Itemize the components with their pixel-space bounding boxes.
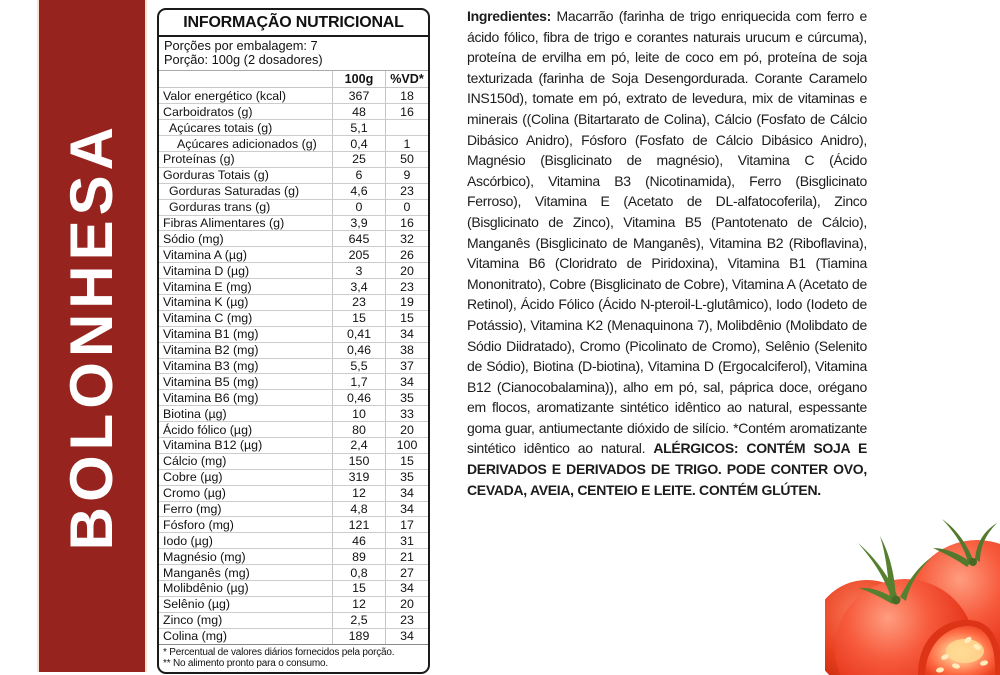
nutrient-name: Vitamina A (µg): [163, 247, 248, 262]
amount-per-100g: 205: [332, 247, 385, 262]
percent-dv: 16: [385, 216, 428, 231]
percent-dv: 34: [385, 486, 428, 501]
table-row: [159, 469, 428, 485]
percent-dv: 23: [385, 184, 428, 199]
footnote-daily-values: * Percentual de valores diários fornecidos pela porção.: [163, 646, 395, 658]
table-row: [159, 548, 428, 564]
table-row: [159, 532, 428, 548]
amount-per-100g: 1,7: [332, 374, 385, 389]
portion-size: Porção: 100g (2 dosadores): [164, 52, 323, 68]
table-row: [159, 215, 428, 231]
table-row: [159, 405, 428, 421]
percent-dv: 34: [385, 374, 428, 389]
amount-per-100g: 645: [332, 231, 385, 246]
amount-per-100g: 15: [332, 311, 385, 326]
nutrient-name: Gorduras Totais (g): [163, 168, 269, 183]
percent-dv: 34: [385, 581, 428, 596]
nutrient-name: Iodo (µg): [163, 533, 213, 548]
nutrient-name: Sódio (mg): [163, 231, 224, 246]
ingredients-label: Ingredientes:: [467, 8, 552, 24]
table-row: [159, 151, 428, 167]
table-row: [159, 580, 428, 596]
nutrient-name: Magnésio (mg): [163, 549, 246, 564]
ingredients-body: Macarrão (farinha de trigo enriquecida com ferro e ácido fólico, fibra de trigo e corantes naturais urucum e cúrcuma), proteína de ervilha em pó, leite de coco em pó, proteína de soja texturizada (farinha de Soja Desengordurada. Corante Caramelo INS150d), tomate em pó, extrato de levedura, mix de vitaminas e minerais ((Colina (Bitartarato de Colina), Cálcio (Fosfato de Cálcio Dibásico Anidro), Fósforo (Fosfato de Cálcio Dibásico Anidro), Magnésio (Bisglicinato de magnésio), Vitamina C (Ácido Ascórbico), Vitamina B3 (Nicotinamida), Ferro (Bisglicinato Ferroso), Vitamina E (Acetato de DL-alfatocoferila), Zinco (Bisglicinato de Zinco), Vitamina B5 (Pantotenato de Cálcio), Manganês (Bisglicinato de Manganês), Vitamina B2 (Riboflavina), Vitamina B6 (Cloridrato de Piridoxina), Vitamina B1 (Tiamina Mononitrato), Cobre (Bisglicinato de Cobre), Vitamina A (Acetato de Retinol), Ácido Fólico (Ácido N-pteroil-L-glutâmico), Iodo (Iodeto de Potássio), Vitamina K2 (Menaquinona 7), Molibdênio (Molibdato de Sódio Diidratado), Cromo (Picolinato de Cromo), Selênio (Selenito de Sódio), Biotina (D-biotina), Vitamina D (Ergocalciferol), Vitamina B12 (Cianocobalamina)), alho em pó, sal, páprica doce, orégano em flocos, aromatizante sintético idêntico ao natural, espessante goma guar, antiumectante dióxido de silício. *Contém aromatizante sintético idêntico ao natural.: [467, 8, 867, 457]
table-row: [159, 119, 428, 135]
product-name: BOLONHESA: [58, 121, 125, 551]
table-row: [159, 88, 428, 103]
table-row: [159, 135, 428, 151]
percent-dv: 35: [385, 390, 428, 405]
percent-dv: 20: [385, 597, 428, 612]
table-row: [159, 278, 428, 294]
amount-per-100g: 12: [332, 486, 385, 501]
nutrient-name: Vitamina D (µg): [163, 263, 250, 278]
table-row: [159, 437, 428, 453]
table-row: [159, 516, 428, 532]
nutrient-name: Ferro (mg): [163, 502, 222, 516]
amount-per-100g: 46: [332, 533, 385, 548]
amount-per-100g: 10: [332, 406, 385, 421]
percent-dv: 32: [385, 231, 428, 246]
nutrient-name: Gorduras Saturadas (g): [169, 184, 300, 199]
percent-dv: 0: [385, 200, 428, 215]
amount-per-100g: 5,5: [332, 359, 385, 374]
nutrition-facts-table: [157, 8, 430, 674]
nutrient-name: Colina (mg): [163, 629, 228, 644]
nutrient-name: Vitamina B2 (mg): [163, 343, 259, 358]
table-row: [159, 310, 428, 326]
percent-dv: [385, 120, 428, 135]
amount-per-100g: 2,4: [332, 438, 385, 453]
percent-dv: 27: [385, 565, 428, 580]
amount-per-100g: 121: [332, 517, 385, 532]
percent-dv: 18: [385, 88, 428, 103]
nutrient-name: Vitamina E (mg): [163, 279, 252, 294]
table-row: [159, 501, 428, 517]
percent-dv: 38: [385, 343, 428, 358]
percent-dv: 26: [385, 247, 428, 262]
serving-info: [159, 37, 428, 71]
percent-dv: 16: [385, 104, 428, 119]
table-row: [159, 596, 428, 612]
amount-per-100g: 3,9: [332, 216, 385, 231]
amount-per-100g: 189: [332, 629, 385, 644]
nutrient-name: Selênio (µg): [163, 597, 231, 612]
percent-dv: 50: [385, 152, 428, 167]
nutrition-table-title: INFORMAÇÃO NUTRICIONAL: [159, 10, 428, 37]
table-row: [159, 485, 428, 501]
percent-dv: 23: [385, 279, 428, 294]
column-header-amount: 100g: [332, 71, 385, 87]
column-headers: [159, 71, 428, 88]
amount-per-100g: 319: [332, 470, 385, 485]
nutrient-name: Ácido fólico (µg): [163, 422, 253, 437]
tomatoes-photo: [825, 515, 1000, 675]
percent-dv: 33: [385, 406, 428, 421]
nutrient-name: Cobre (µg): [163, 470, 223, 485]
amount-per-100g: 89: [332, 549, 385, 564]
table-row: [159, 342, 428, 358]
amount-per-100g: 15: [332, 581, 385, 596]
percent-dv: 34: [385, 327, 428, 342]
nutrient-name: Vitamina B12 (µg): [163, 438, 263, 453]
table-row: [159, 199, 428, 215]
table-row: [159, 421, 428, 437]
nutrient-name: Biotina (µg): [163, 406, 227, 421]
nutrient-name: Vitamina K (µg): [163, 295, 249, 310]
table-row: [159, 358, 428, 374]
amount-per-100g: 150: [332, 454, 385, 469]
nutrient-name: Fósforo (mg): [163, 517, 234, 532]
table-row: [159, 230, 428, 246]
footnote-prepared-food: ** No alimento pronto para o consumo.: [163, 657, 328, 669]
nutrient-name: Açúcares adicionados (g): [177, 136, 317, 151]
percent-dv: 15: [385, 311, 428, 326]
product-banner: [37, 0, 147, 672]
amount-per-100g: 367: [332, 88, 385, 103]
ingredients-text: [467, 6, 867, 500]
allergen-statement: ALÉRGICOS: CONTÉM SOJA E DERIVADOS E DERIVADOS DE TRIGO. PODE CONTER OVO, CEVADA, AVEIA, CENTEIO E LEITE. CONTÉM GLÚTEN.: [467, 440, 867, 498]
nutrient-name: Zinco (mg): [163, 613, 223, 628]
percent-dv: 17: [385, 517, 428, 532]
footnotes: [159, 644, 428, 673]
percent-dv: 35: [385, 470, 428, 485]
nutrient-name: Molibdênio (µg): [163, 581, 249, 596]
percent-dv: 100: [385, 438, 428, 453]
amount-per-100g: 0,8: [332, 565, 385, 580]
amount-per-100g: 3: [332, 263, 385, 278]
nutrient-name: Cálcio (mg): [163, 454, 227, 469]
table-row: [159, 453, 428, 469]
percent-dv: 15: [385, 454, 428, 469]
nutrition-rows: [159, 88, 428, 643]
table-row: [159, 246, 428, 262]
amount-per-100g: 12: [332, 597, 385, 612]
percent-dv: 21: [385, 549, 428, 564]
amount-per-100g: 4,8: [332, 502, 385, 517]
amount-per-100g: 25: [332, 152, 385, 167]
nutrient-name: Valor energético (kcal): [163, 88, 287, 103]
servings-per-package: Porções por embalagem: 7: [164, 38, 318, 53]
table-row: [159, 564, 428, 580]
nutrient-name: Cromo (µg): [163, 486, 226, 501]
table-row: [159, 326, 428, 342]
amount-per-100g: 80: [332, 422, 385, 437]
nutrient-name: Fibras Alimentares (g): [163, 215, 285, 230]
percent-dv: 20: [385, 422, 428, 437]
percent-dv: 31: [385, 533, 428, 548]
amount-per-100g: 0,4: [332, 136, 385, 151]
nutrient-name: Vitamina C (mg): [163, 311, 253, 326]
nutrient-name: Proteínas (g): [163, 152, 235, 167]
table-row: [159, 628, 428, 644]
amount-per-100g: 48: [332, 104, 385, 119]
percent-dv: 37: [385, 359, 428, 374]
percent-dv: 23: [385, 613, 428, 628]
amount-per-100g: 0,46: [332, 343, 385, 358]
percent-dv: 20: [385, 263, 428, 278]
column-header-dv: %VD*: [385, 71, 428, 87]
amount-per-100g: 5,1: [332, 120, 385, 135]
amount-per-100g: 2,5: [332, 613, 385, 628]
percent-dv: 19: [385, 295, 428, 310]
table-row: [159, 103, 428, 119]
amount-per-100g: 0,41: [332, 327, 385, 342]
table-row: [159, 373, 428, 389]
table-row: [159, 389, 428, 405]
column-header-nutrient: [159, 71, 332, 87]
table-row: [159, 262, 428, 278]
table-row: [159, 612, 428, 628]
nutrient-name: Vitamina B1 (mg): [163, 327, 259, 342]
percent-dv: 9: [385, 168, 428, 183]
nutrient-name: Vitamina B3 (mg): [163, 358, 259, 373]
percent-dv: 34: [385, 502, 428, 517]
amount-per-100g: 23: [332, 295, 385, 310]
amount-per-100g: 3,4: [332, 279, 385, 294]
nutrient-name: Açúcares totais (g): [169, 120, 273, 135]
nutrient-name: Vitamina B5 (mg): [163, 374, 259, 389]
nutrient-name: Vitamina B6 (mg): [163, 390, 259, 405]
amount-per-100g: 0,46: [332, 390, 385, 405]
percent-dv: 34: [385, 629, 428, 644]
nutrient-name: Gorduras trans (g): [169, 200, 271, 215]
nutrient-name: Carboidratos (g): [163, 104, 253, 119]
table-row: [159, 167, 428, 183]
amount-per-100g: 0: [332, 200, 385, 215]
nutrient-name: Manganês (mg): [163, 565, 250, 580]
table-row: [159, 183, 428, 199]
percent-dv: 1: [385, 136, 428, 151]
table-row: [159, 294, 428, 310]
amount-per-100g: 6: [332, 168, 385, 183]
amount-per-100g: 4,6: [332, 184, 385, 199]
